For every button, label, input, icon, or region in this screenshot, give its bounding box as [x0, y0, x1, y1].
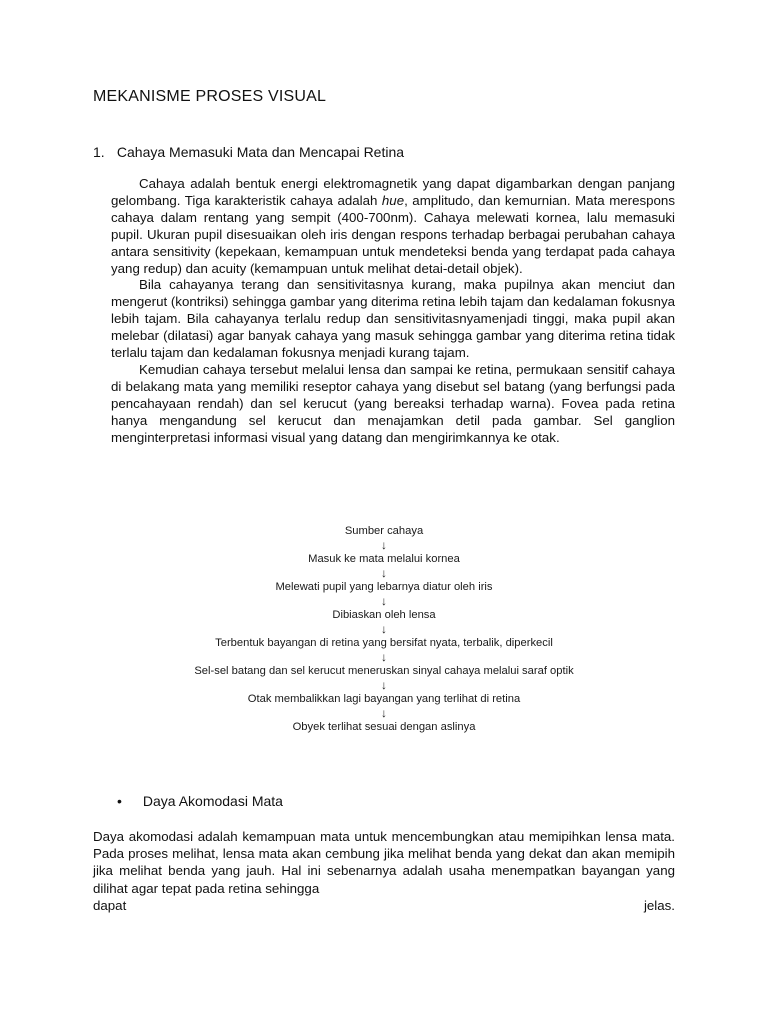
flow-step: Sel-sel batang dan sel kerucut meneruskan sinyal cahaya melalui saraf optik: [194, 665, 574, 677]
down-arrow-icon: ↓: [381, 650, 387, 664]
flow-step: Sumber cahaya: [344, 525, 424, 537]
paragraph-last-line: [93, 897, 675, 914]
last-line-left-word: dapat: [93, 897, 127, 913]
body-paragraph: Bila cahayanya terang dan sensitivitasnya kurang, maka pupilnya akan menciut dan mengerut (kontriksi) sehingga gambar yang diterima retina lebih tajam dan kedalaman fokusnya lebih tajam. Bila cahayanya terlalu redup dan sensitivitasnyamenjadi tinggi, maka pupil akan melebar (dilatasi) agar banyak cahaya yang masuk sehingga gambar yang diterima retina tidak terlalu tajam dan kedalaman fokusnya menjadi kurang tajam.: [111, 277, 675, 361]
paragraph-text: Daya akomodasi adalah kemampuan mata untuk mencembungkan atau memipihkan lensa mata. Pada proses melihat, lensa mata akan cembung jika melihat benda yang dekat dan akan memipih jika melihat benda yang jauh. Hal ini sebenarnya adalah usaha menempatkan bayangan yang dilihat agar tepat pada retina sehingga: [93, 829, 675, 896]
down-arrow-icon: ↓: [381, 678, 387, 692]
visual-process-flowchart: [0, 526, 768, 733]
section-number: 1.: [93, 144, 105, 160]
last-line-right-word: jelas.: [643, 897, 675, 913]
section-heading-text: Cahaya Memasuki Mata dan Mencapai Retina: [116, 144, 405, 160]
body-paragraph: [111, 176, 675, 277]
page-title: MEKANISME PROSES VISUAL: [93, 88, 327, 105]
section-heading: [93, 144, 404, 160]
bullet-item: [117, 793, 283, 809]
paragraph-text: , amplitudo, dan kemurnian. Mata merespons cahaya dalam rentang yang sempit (400-700nm). Cahaya melewati kornea, lalu memasuki pupil. Ukuran pupil disesuaikan oleh iris dengan respons terhadap berbagai perubahan cahaya antara sensitivity (kepekaan, kemampuan untuk mendeteksi benda yang terdapat pada cahaya yang redup) dan acuity (kemampuan untuk melihat detai-detail objek).: [111, 192, 675, 276]
flow-step: Terbentuk bayangan di retina yang bersifat nyata, terbalik, diperkecil: [215, 637, 553, 649]
down-arrow-icon: ↓: [381, 706, 387, 720]
flow-step: Melewati pupil yang lebarnya diatur oleh iris: [275, 581, 493, 593]
bullet-icon: •: [117, 793, 122, 809]
down-arrow-icon: ↓: [381, 538, 387, 552]
italic-term: hue: [381, 192, 405, 208]
down-arrow-icon: ↓: [381, 594, 387, 608]
flow-step: Dibiaskan oleh lensa: [332, 609, 436, 621]
bullet-text: Daya Akomodasi Mata: [142, 793, 283, 809]
accommodation-paragraph: [93, 828, 675, 914]
section-body: [111, 176, 675, 447]
down-arrow-icon: ↓: [381, 622, 387, 636]
flow-step: Masuk ke mata melalui kornea: [308, 553, 460, 565]
flow-step: Obyek terlihat sesuai dengan aslinya: [292, 721, 476, 733]
paragraph-text: Cahaya adalah bentuk energi elektromagnetik yang dapat digambarkan dengan panjang gelombang. Tiga karakteristik cahaya adalah: [111, 176, 675, 208]
body-paragraph: Kemudian cahaya tersebut melalui lensa dan sampai ke retina, permukaan sensitif cahaya di belakang mata yang memiliki reseptor cahaya yang disebut sel batang (yang berfungsi pada pencahayaan rendah) dan sel kerucut (yang bereaksi terhadap warna). Fovea pada retina hanya mengandung sel kerucut dan menajamkan detil pada gambar. Sel ganglion menginterpretasi informasi visual yang datang dan mengirimkannya ke otak.: [111, 361, 675, 445]
down-arrow-icon: ↓: [381, 566, 387, 580]
flow-step: Otak membalikkan lagi bayangan yang terlihat di retina: [247, 693, 521, 705]
